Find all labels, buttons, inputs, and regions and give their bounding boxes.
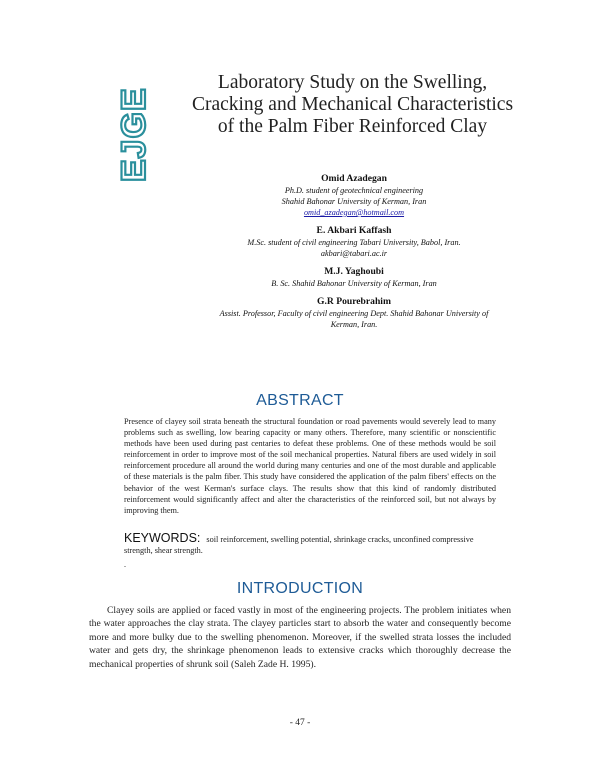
author-name: Omid Azadegan bbox=[321, 173, 387, 184]
paper-title-line-1: Laboratory Study on the Swelling, bbox=[217, 72, 488, 93]
author-affiliation: B. Sc. Shahid Bahonar University of Kerman, Iran bbox=[271, 279, 437, 288]
paper-title bbox=[175, 72, 530, 138]
author-affiliation: Assist. Professor, Faculty of civil engineering Dept. Shahid Bahonar University of bbox=[219, 309, 489, 318]
keywords-label: KEYWORDS: bbox=[124, 531, 201, 545]
abstract-text: Presence of clayey soil strata beneath the structural foundation or road pavements would severely lead to many problems such as swelling, low bearing capacity or many others. Therefore, many scientific or nonscientific methods have been used during past centaries to defeat these problems. One of these methods would be soil reinforcement in order to improve most of the soil mechanical properties. Natural fibers are used widely in soil reinforcement procedure all around the world during many centuries and one of the most durable and applicable of these materials is the palm fiber. This study have considered the application of the palm fibers' effects on the behavior of the west Kerman's surface clays. The results show that this kind of randomly distributed reinforcement would significantly affect and alter the characteristics of the reinforced soil, but not always by improving them. bbox=[124, 417, 496, 515]
paper-title-line-3: of the Palm Fiber Reinforced Clay bbox=[217, 116, 488, 137]
author-affiliation: M.Sc. student of civil engineering Tabari University, Babol, Iran. bbox=[247, 238, 461, 247]
paper-title-line-2: Cracking and Mechanical Characteristics bbox=[191, 94, 514, 115]
abstract-heading: ABSTRACT bbox=[256, 392, 344, 409]
introduction-heading: INTRODUCTION bbox=[236, 580, 364, 597]
keywords-text: soil reinforcement, swelling potential, shrinkage cracks, unconfined compressive strength, shear strength. bbox=[124, 535, 474, 555]
author-affiliation: Ph.D. student of geotechnical engineering bbox=[284, 186, 424, 195]
author-block bbox=[168, 265, 540, 289]
author-block bbox=[168, 172, 540, 218]
author-block bbox=[168, 224, 540, 259]
author-name: E. Akbari Kaffash bbox=[316, 225, 392, 236]
author-block bbox=[168, 295, 540, 330]
journal-logo-text: EJGE bbox=[115, 87, 153, 182]
author-name: M.J. Yaghoubi bbox=[324, 266, 384, 277]
page-number: - 47 - bbox=[289, 718, 311, 728]
introduction-text: Clayey soils are applied or faced vastly in most of the engineering projects. The problem initiates when the water approaches the clay strata. The clayey particles start to absorb the water and consequently become more and more bulky due to the swelling phenomenon. Moreover, if the swelled strata losses the included water and gets dry, the shrinkage phenomenon leads to extensive cracks which thoroughly decrease the mechanical properties of shrunk soil (Saleh Zade H. 1995). bbox=[89, 605, 511, 670]
journal-logo bbox=[108, 76, 158, 184]
author-email: akbari@tabari.ac.ir bbox=[320, 249, 388, 258]
author-name: G.R Pourebrahim bbox=[317, 296, 391, 307]
separator-dot: . bbox=[124, 560, 126, 569]
author-email-link[interactable]: omid_azadegan@hotmail.com bbox=[303, 208, 405, 217]
author-affiliation: Kerman, Iran. bbox=[330, 320, 378, 329]
author-list bbox=[168, 172, 540, 336]
author-affiliation: Shahid Bahonar University of Kerman, Iran bbox=[281, 197, 427, 206]
keywords bbox=[124, 533, 496, 556]
